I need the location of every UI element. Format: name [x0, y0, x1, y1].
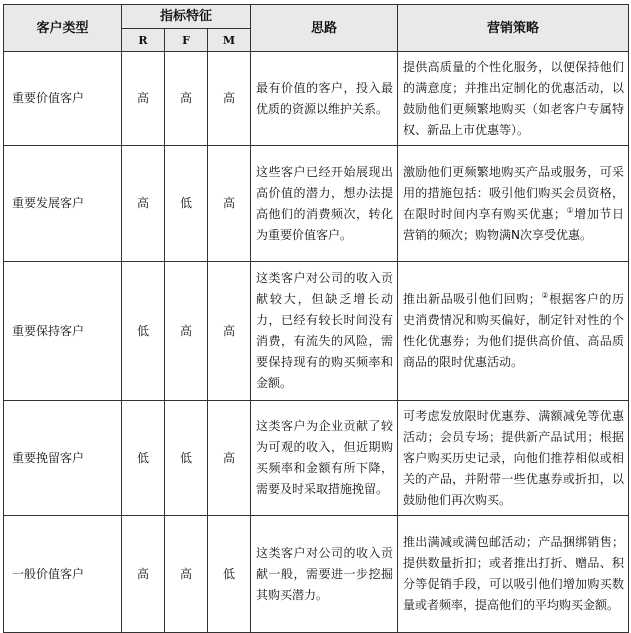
r-value-cell: 低 — [122, 401, 165, 516]
f-value-cell: 低 — [165, 146, 208, 262]
customer-type-cell: 重要发展客户 — [4, 146, 122, 262]
r-value-cell: 低 — [122, 262, 165, 401]
customer-segment-table — [3, 4, 629, 633]
strategy-text: 根据客户的历史消费情况和购买偏好，制定针对性的个性化优惠券；为他们提供高价值、高品质商品的限时优惠活动。 — [403, 292, 624, 369]
customer-type-cell: 重要价值客户 — [4, 52, 122, 146]
strategy-cell — [398, 401, 629, 516]
table-row — [4, 401, 629, 516]
table-row — [4, 262, 629, 401]
header-customer-type: 客户类型 — [4, 5, 122, 52]
footnote-marker: ① — [565, 205, 575, 215]
footnote-marker: ② — [540, 291, 550, 300]
m-value-cell: 高 — [208, 262, 251, 401]
thinking-cell: 这类客户为企业贡献了较为可观的收入，但近期购买频率和金额有所下降，需要及时采取措施挽留。 — [251, 401, 398, 516]
header-indicator: 指标特征 — [122, 5, 251, 29]
m-value-cell: 高 — [208, 52, 251, 146]
f-value-cell: 高 — [165, 262, 208, 401]
header-f: F — [165, 29, 208, 52]
m-value-cell: 高 — [208, 146, 251, 262]
thinking-cell: 这些客户已经开始展现出高价值的潜力，想办法提高他们的消费频次，转化为重要价值客户。 — [251, 146, 398, 262]
customer-type-cell: 重要挽留客户 — [4, 401, 122, 516]
strategy-cell — [398, 262, 629, 401]
strategy-cell — [398, 146, 629, 262]
strategy-cell — [398, 52, 629, 146]
thinking-cell: 这类客户对公司的收入贡献一般，需要进一步挖掘其购买潜力。 — [251, 516, 398, 633]
strategy-text: 可考虑发放限时优惠券、满额减免等优惠活动；会员专场；提供新产品试用；根据客户购买历史记录，向他们推荐相似或相关的产品，并附带一些优惠券或折扣，以鼓励他们再次购买。 — [403, 408, 624, 507]
header-thinking: 思路 — [251, 5, 398, 52]
table-row — [4, 146, 629, 262]
m-value-cell: 低 — [208, 516, 251, 633]
header-r: R — [122, 29, 165, 52]
customer-type-cell: 一般价值客户 — [4, 516, 122, 633]
r-value-cell: 高 — [122, 52, 165, 146]
thinking-cell: 最有价值的客户，投入最优质的资源以维护关系。 — [251, 52, 398, 146]
r-value-cell: 高 — [122, 146, 165, 262]
strategy-text: 推出新品吸引他们回购； — [403, 292, 541, 306]
strategy-text: 增加节日营销的频次；购物满N次享受优惠。 — [403, 206, 624, 242]
f-value-cell: 低 — [165, 401, 208, 516]
header-m: M — [208, 29, 251, 52]
thinking-cell: 这类客户对公司的收入贡献较大，但缺乏增长动力，已经有较长时间没有消费，有流失的风险，需要保持现有的购买频率和金额。 — [251, 262, 398, 401]
header-strategy: 营销策略 — [398, 5, 629, 52]
strategy-text: 激励他们更频繁地购买产品或服务，可采用的措施包括：吸引他们购买会员资格，在限时时间内享有购买优惠； — [403, 164, 624, 221]
r-value-cell: 高 — [122, 516, 165, 633]
strategy-text: 推出满减或满包邮活动；产品捆绑销售；提供数量折扣；或者推出打折、赠品、积分等促销手段，可以吸引他们增加购买数量或者频率，提高他们的平均购买金额。 — [403, 535, 624, 612]
f-value-cell: 高 — [165, 52, 208, 146]
table-row — [4, 516, 629, 633]
m-value-cell: 高 — [208, 401, 251, 516]
f-value-cell: 高 — [165, 516, 208, 633]
strategy-cell — [398, 516, 629, 633]
customer-type-cell: 重要保持客户 — [4, 262, 122, 401]
strategy-text: 提供高质量的个性化服务，以便保持他们的满意度；并推出定制化的优惠活动，以鼓励他们更频繁地购买（如老客户专属特权、新品上市优惠等）。 — [403, 59, 624, 137]
table-row — [4, 52, 629, 146]
